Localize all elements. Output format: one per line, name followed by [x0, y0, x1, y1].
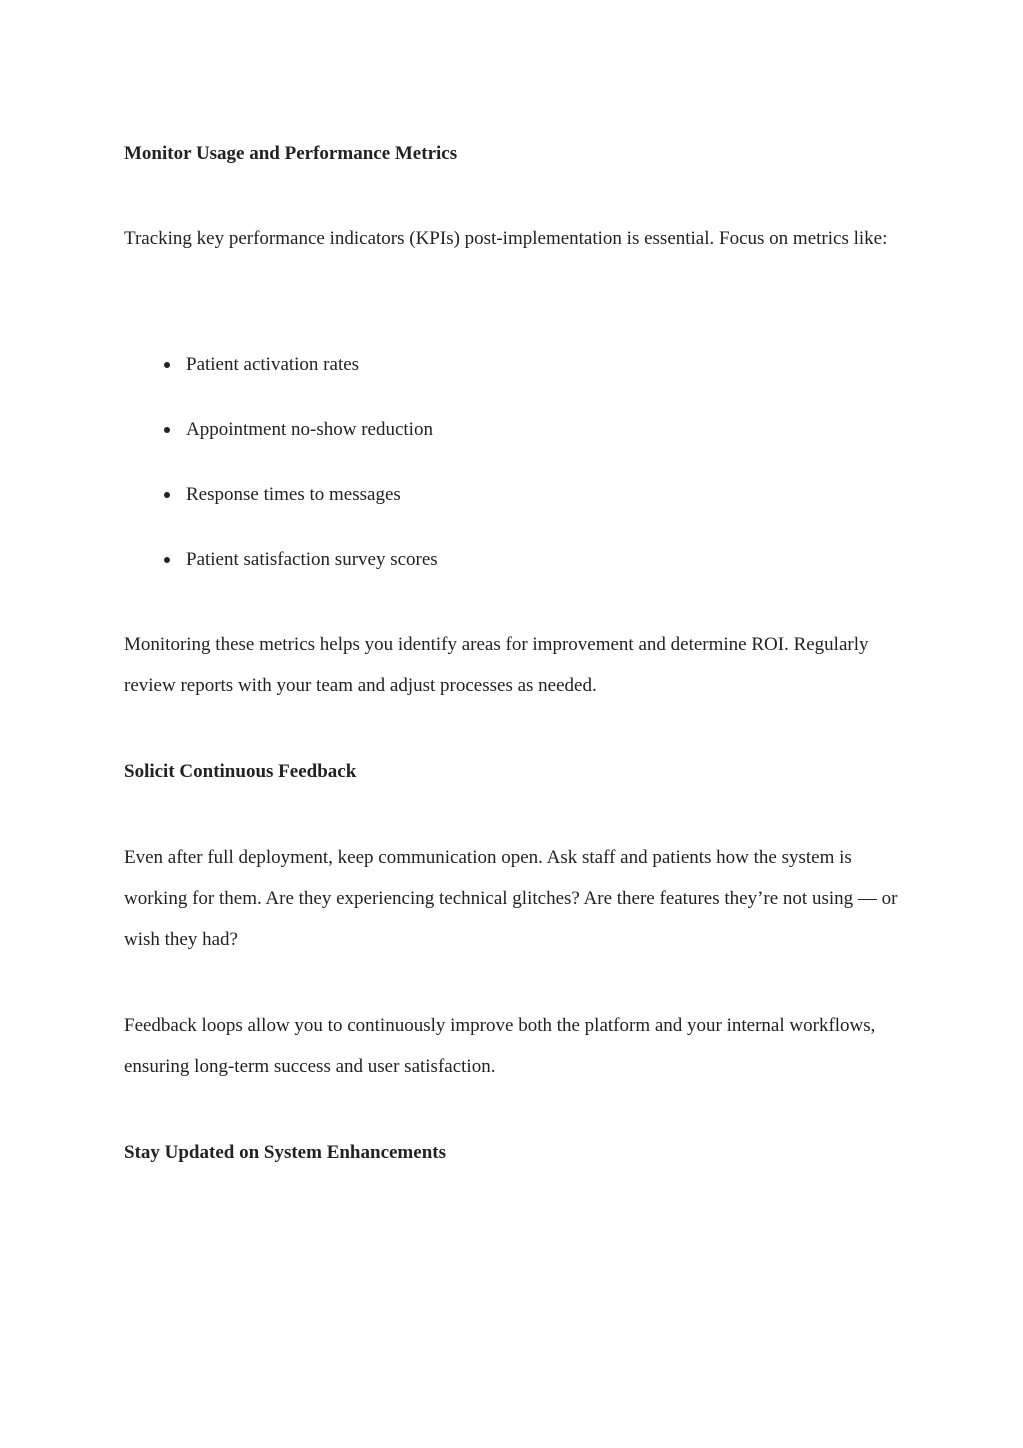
bullet-dot-icon — [164, 492, 170, 498]
list-item — [124, 350, 884, 415]
bullet-text: Patient activation rates — [186, 354, 360, 375]
monitor-closing-paragraph: Monitoring these metrics helps you identify areas for improvement and determine ROI. Regularly review reports with your team and adjust processes as needed. — [124, 634, 869, 696]
metrics-bullet-list — [124, 350, 884, 610]
bullet-dot-icon — [164, 427, 170, 433]
bullet-text: Patient satisfaction survey scores — [186, 549, 438, 570]
feedback-paragraph-1: Even after full deployment, keep communication open. Ask staff and patients how the system is working for them. Are they experiencing technical glitches? Are there features they’re not using — or wish they had? — [124, 847, 898, 950]
monitor-intro-paragraph: Tracking key performance indicators (KPIs) post-implementation is essential. Focus on metrics like: — [124, 228, 888, 249]
bullet-text: Appointment no-show reduction — [186, 419, 433, 440]
feedback-paragraph-2: Feedback loops allow you to continuously improve both the platform and your internal workflows, ensuring long-term success and user satisfaction. — [124, 1015, 876, 1077]
bullet-dot-icon — [164, 362, 170, 368]
list-item — [124, 545, 884, 610]
list-item — [124, 480, 884, 545]
bullet-text: Response times to messages — [186, 484, 401, 505]
section-heading-monitor: Monitor Usage and Performance Metrics — [124, 143, 458, 164]
section-heading-feedback: Solicit Continuous Feedback — [124, 761, 357, 782]
section-heading-updates: Stay Updated on System Enhancements — [124, 1142, 446, 1163]
list-item — [124, 415, 884, 480]
bullet-dot-icon — [164, 557, 170, 563]
